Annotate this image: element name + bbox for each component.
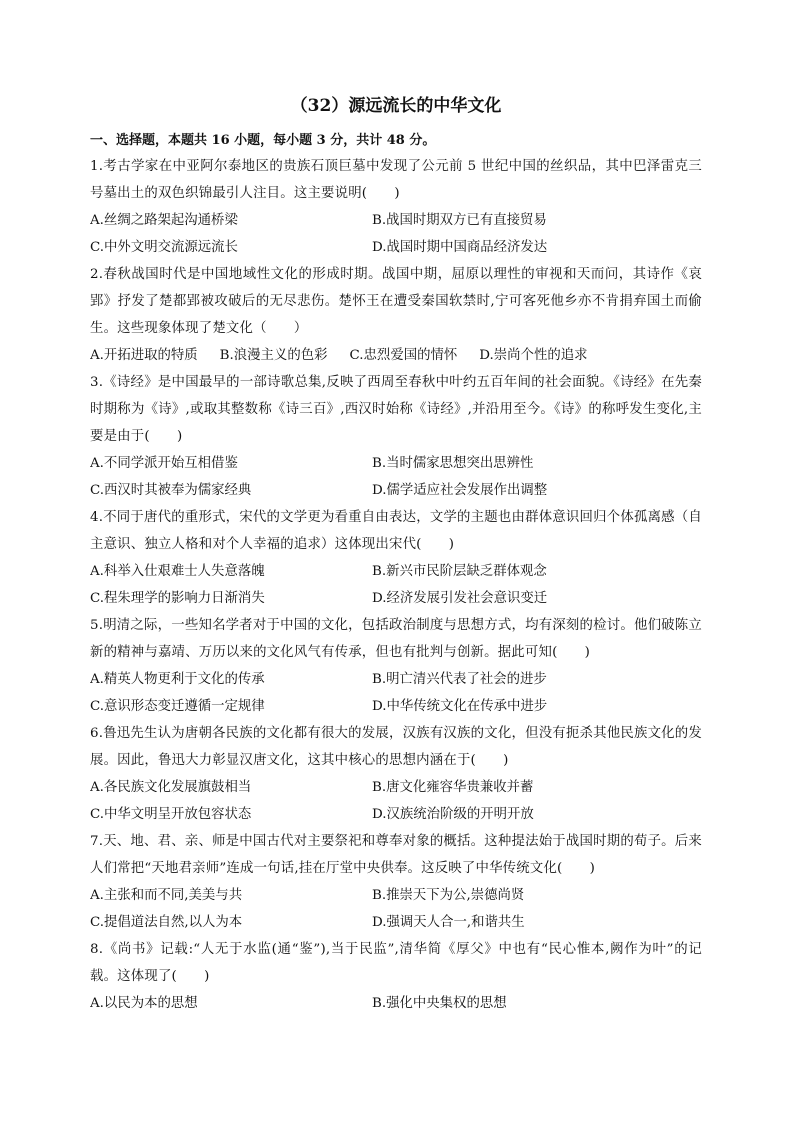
question-5 bbox=[90, 612, 702, 720]
question-stem: 8.《尚书》记载:“人无于水监(通“鉴”),当于民监”,清华简《厚父》中也有“民心惟本,阙作为叶”的记载。这体现了( ) bbox=[90, 942, 702, 984]
exam-page bbox=[90, 92, 702, 1017]
answer-options bbox=[90, 207, 702, 261]
question-7 bbox=[90, 828, 702, 936]
option-a[interactable]: A.不同学派开始互相借鉴 bbox=[90, 456, 238, 471]
option-c[interactable]: C.提倡道法自然,以人为本 bbox=[90, 915, 243, 930]
option-b[interactable]: B.明亡清兴代表了社会的进步 bbox=[372, 672, 547, 687]
option-a[interactable]: A.开拓进取的特质 bbox=[90, 348, 198, 363]
option-c[interactable]: C.程朱理学的影响力日渐消失 bbox=[90, 591, 265, 606]
option-d[interactable]: D.中华传统文化在传承中进步 bbox=[372, 699, 548, 714]
question-stem: 5.明清之际，一些知名学者对于中国的文化，包括政治制度与思想方式，均有深刻的检讨。他们破陈立新的精神与嘉靖、万历以来的文化风气有传承，但也有批判与创新。据此可知( ) bbox=[90, 618, 702, 660]
option-d[interactable]: D.汉族统治阶级的开明开放 bbox=[372, 807, 534, 822]
answer-options bbox=[90, 774, 702, 828]
option-b[interactable]: B.战国时期双方已有直接贸易 bbox=[372, 213, 547, 228]
question-stem: 7.天、地、君、亲、师是中国古代对主要祭祀和尊奉对象的概括。这种提法始于战国时期的荀子。后来人们常把“天地君亲师”连成一句话,挂在厅堂中央供奉。这反映了中华传统文化( ) bbox=[90, 834, 702, 876]
answer-options bbox=[90, 342, 702, 369]
question-6 bbox=[90, 720, 702, 828]
option-d[interactable]: D.儒学适应社会发展作出调整 bbox=[372, 483, 548, 498]
option-d[interactable]: D.经济发展引发社会意识变迁 bbox=[372, 591, 548, 606]
option-b[interactable]: B.当时儒家思想突出思辨性 bbox=[372, 456, 534, 471]
question-1 bbox=[90, 153, 702, 261]
option-c[interactable]: C.西汉时其被奉为儒家经典 bbox=[90, 483, 252, 498]
question-2 bbox=[90, 261, 702, 369]
option-a[interactable]: A.科举入仕艰难士人失意落魄 bbox=[90, 564, 265, 579]
option-b[interactable]: B.推崇天下为公,崇德尚贤 bbox=[372, 888, 525, 903]
answer-options bbox=[90, 882, 702, 936]
question-stem: 1.考古学家在中亚阿尔泰地区的贵族石顶巨墓中发现了公元前 5 世纪中国的丝织品，其中巴泽雷克三号墓出土的双色织锦最引人注目。这主要说明( ) bbox=[90, 159, 702, 201]
answer-options bbox=[90, 450, 702, 504]
question-4 bbox=[90, 504, 702, 612]
option-c[interactable]: C.意识形态变迁遵循一定规律 bbox=[90, 699, 265, 714]
option-b[interactable]: B.强化中央集权的思想 bbox=[372, 996, 507, 1011]
option-b[interactable]: B.浪漫主义的色彩 bbox=[219, 348, 328, 363]
option-d[interactable]: D.崇尚个性的追求 bbox=[479, 348, 588, 363]
option-a[interactable]: A.各民族文化发展旗鼓相当 bbox=[90, 780, 252, 795]
page-title: （32）源远流长的中华文化 bbox=[290, 96, 502, 116]
option-a[interactable]: A.主张和而不同,美美与共 bbox=[90, 888, 243, 903]
option-c[interactable]: C.中外文明交流源远流长 bbox=[90, 240, 238, 255]
question-8 bbox=[90, 936, 702, 1017]
question-stem: 3.《诗经》是中国最早的一部诗歌总集,反映了西周至春秋中叶约五百年间的社会面貌。《诗经》在先秦时期称为《诗》,或取其整数称《诗三百》,西汉时始称《诗经》,并沿用至今。《诗》的称呼发生变化,主要是由于( ) bbox=[90, 375, 702, 444]
answer-options bbox=[90, 990, 702, 1017]
option-a[interactable]: A.丝绸之路架起沟通桥梁 bbox=[90, 213, 238, 228]
question-stem: 2.春秋战国时代是中国地域性文化的形成时期。战国中期，屈原以理性的审视和天而问，其诗作《哀郢》抒发了楚都郢被攻破后的无尽悲伤。楚怀王在遭受秦国软禁时,宁可客死他乡亦不肯捐弃国土而偷生。这些现象体现了楚文化（ ） bbox=[90, 267, 702, 336]
section-heading: 一、选择题，本题共 16 小题，每小题 3 分，共计 48 分。 bbox=[90, 133, 436, 148]
option-b[interactable]: B.新兴市民阶层缺乏群体观念 bbox=[372, 564, 547, 579]
answer-options bbox=[90, 558, 702, 612]
option-b[interactable]: B.唐文化雍容华贵兼收并蓄 bbox=[372, 780, 534, 795]
question-stem: 4.不同于唐代的重形式，宋代的文学更为看重自由表达，文学的主题也由群体意识回归个体孤离感（自主意识、独立人格和对个人幸福的追求）这体现出宋代( ) bbox=[90, 510, 702, 552]
option-d[interactable]: D.强调天人合一,和谐共生 bbox=[372, 915, 525, 930]
option-d[interactable]: D.战国时期中国商品经济发达 bbox=[372, 240, 548, 255]
question-stem: 6.鲁迅先生认为唐朝各民族的文化都有很大的发展，汉族有汉族的文化，但没有扼杀其他民族文化的发展。因此，鲁迅大力彰显汉唐文化，这其中核心的思想内涵在于( ) bbox=[90, 726, 702, 768]
question-3 bbox=[90, 369, 702, 504]
option-a[interactable]: A.以民为本的思想 bbox=[90, 996, 198, 1011]
option-a[interactable]: A.精英人物更利于文化的传承 bbox=[90, 672, 265, 687]
answer-options bbox=[90, 666, 702, 720]
option-c[interactable]: C.中华文明呈开放包容状态 bbox=[90, 807, 252, 822]
option-c[interactable]: C.忠烈爱国的情怀 bbox=[349, 348, 458, 363]
